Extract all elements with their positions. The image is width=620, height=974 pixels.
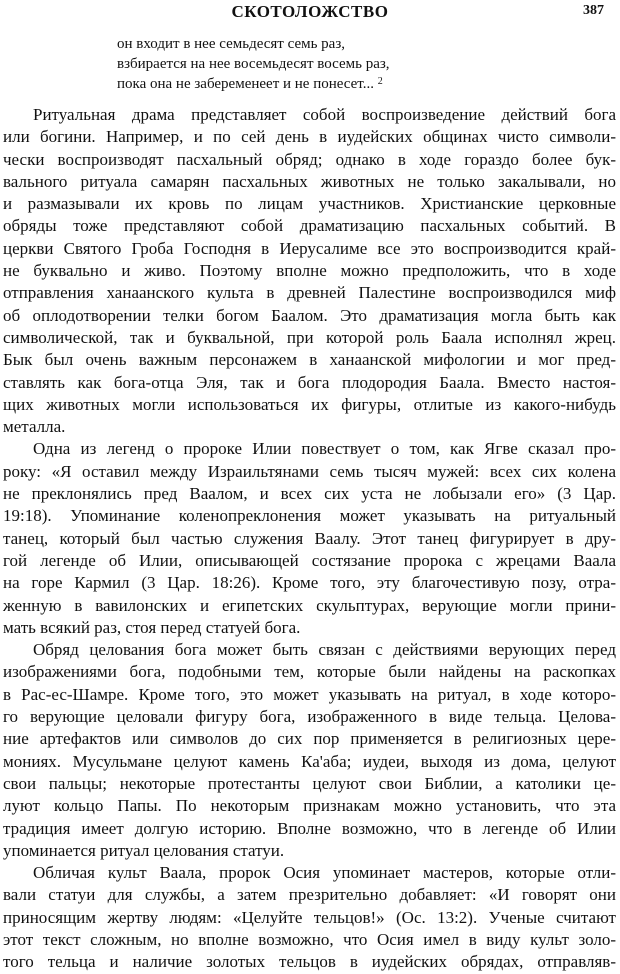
text-line: свои пальцы; некоторые протестанты целуют свои Библии, а католики це- <box>3 773 616 793</box>
page-number: 387 <box>583 3 604 18</box>
text-line: или богини. Например, и по сей день в иудейских общинах чисто символи- <box>3 127 616 147</box>
text-line: и размазывали их кровь по лицам участников. Христианские церковные <box>3 194 616 214</box>
text-line: мать всякий раз, стоя перед статуей бога. <box>3 617 301 637</box>
text-line: изображениями бога, подобными тем, которые были найдены на раскопках <box>3 662 616 682</box>
text-line: го верующие целовали фигуру бога, изображенного в виде тельца. Целова- <box>3 707 616 727</box>
text-line: щих животных могли использоваться их фигуры, отлитые из какого-нибудь <box>3 394 616 414</box>
text-line: ние артефактов или символов до сих пор применяется в религиозных цере- <box>3 729 616 749</box>
paragraph-hosea <box>3 862 616 973</box>
text-line: Бык был очень важным персонажем в ханаанской мифологии и мог пред- <box>3 350 616 370</box>
paragraph-ritual-drama <box>3 104 616 438</box>
body-text <box>3 104 616 974</box>
paragraph-elijah-legend <box>3 438 616 639</box>
running-title: СКОТОЛОЖСТВО <box>231 2 389 21</box>
text-line: в Рас-ес-Шамре. Кроме того, это может указывать на ритуал, в ходе которо- <box>3 684 616 704</box>
text-line: церкви Святого Гроба Господня в Иерусалиме все это воспроизводится край- <box>3 238 616 258</box>
text-line: вального ритуала самарян пасхальных животных не только закалывали, но <box>3 171 616 191</box>
text-line: символической, так и буквальной, при которой роль Баала исполнял жрец. <box>3 327 616 347</box>
paragraph-kissing-rite <box>3 639 616 862</box>
text-line: приносящим жертву людям: «Целуйте тельцов!» (Ос. 13:2). Ученые считают <box>3 907 616 927</box>
poem-line-last <box>117 74 577 94</box>
text-line: Обряд целования бога может быть связан с действиями верующих перед <box>33 640 616 660</box>
text-line: не преклонялись пред Ваалом, и всех сих уста не лобызали его» (3 Цар. <box>3 484 616 504</box>
poem-line: он входит в нее семьдесят семь раз, <box>117 36 346 52</box>
text-line: того тельца и наличие золотых тельцов в иудейских обрядах, отправляв- <box>3 952 616 972</box>
text-line: танец, который был частью служения Ваалу. Этот танец фигурирует в дру- <box>3 528 616 548</box>
text-line: гой легенде об Илии, описывающей состязание пророка с жрецами Ваала <box>3 550 616 570</box>
text-line: упоминается ритуал целования статуи. <box>3 840 285 860</box>
poem-line: взбирается на нее восемьдесят восемь раз, <box>117 56 390 72</box>
text-line: на горе Кармил (3 Цар. 18:26). Кроме того, эту благочестивую позу, отра- <box>3 573 616 593</box>
footnote-mark: 2 <box>377 76 383 87</box>
text-line: не буквально и живо. Поэтому вполне можно предположить, что в ходе <box>3 261 616 281</box>
text-line: луют кольцо Папы. По некоторым признакам можно установить, что эта <box>3 796 616 816</box>
text-line: 19:18). Упоминание коленопреклонения может указывать на ритуальный <box>3 506 616 526</box>
text-line: обряды тоже представляют собой драматизацию пасхальных событий. В <box>3 216 616 236</box>
text-line: об оплодотворении телки богом Баалом. Это драматизация могла быть как <box>3 305 616 325</box>
text-line: металла. <box>3 417 66 437</box>
text-line: этот текст сложным, но вполне возможно, что Осия имел в виду культ золо- <box>3 929 616 949</box>
text-line: ставлять как бога-отца Эля, так и бога плодородия Баала. Вместо настоя- <box>3 372 616 392</box>
page-header <box>0 2 620 24</box>
text-line: чески воспроизводят пасхальный обряд; однако в ходе гораздо более бук- <box>3 149 616 169</box>
text-line: Одна из легенд о пророке Илии повествует о том, как Ягве сказал про- <box>33 439 616 459</box>
text-line: отправления ханаанского культа в древней Палестине воспроизводился миф <box>3 283 616 303</box>
text-line: року: «Я оставил между Израильтянами семь тысяч мужей: всех сих колена <box>3 461 616 481</box>
text-line: Обличая культ Ваала, пророк Осия упоминает мастеров, которые отли- <box>33 863 616 883</box>
text-line: традиция имеет долгую историю. Вполне возможно, что в легенде об Илии <box>3 818 616 838</box>
poem-quote <box>117 34 577 94</box>
text-line: вали статуи для службы, а затем презрительно добавляет: «И говорят они <box>3 885 616 905</box>
text-line: мониях. Мусульмане целуют камень Ка'аба; иудеи, выходя из дома, целуют <box>3 751 616 771</box>
text-line: Ритуальная драма представляет собой воспроизведение действий бога <box>33 105 616 124</box>
text-line: женную в вавилонских и египетских скульптурах, верующие могли прини- <box>3 595 616 615</box>
poem-line-text: пока она не забеременеет и не понесет... <box>117 76 374 92</box>
